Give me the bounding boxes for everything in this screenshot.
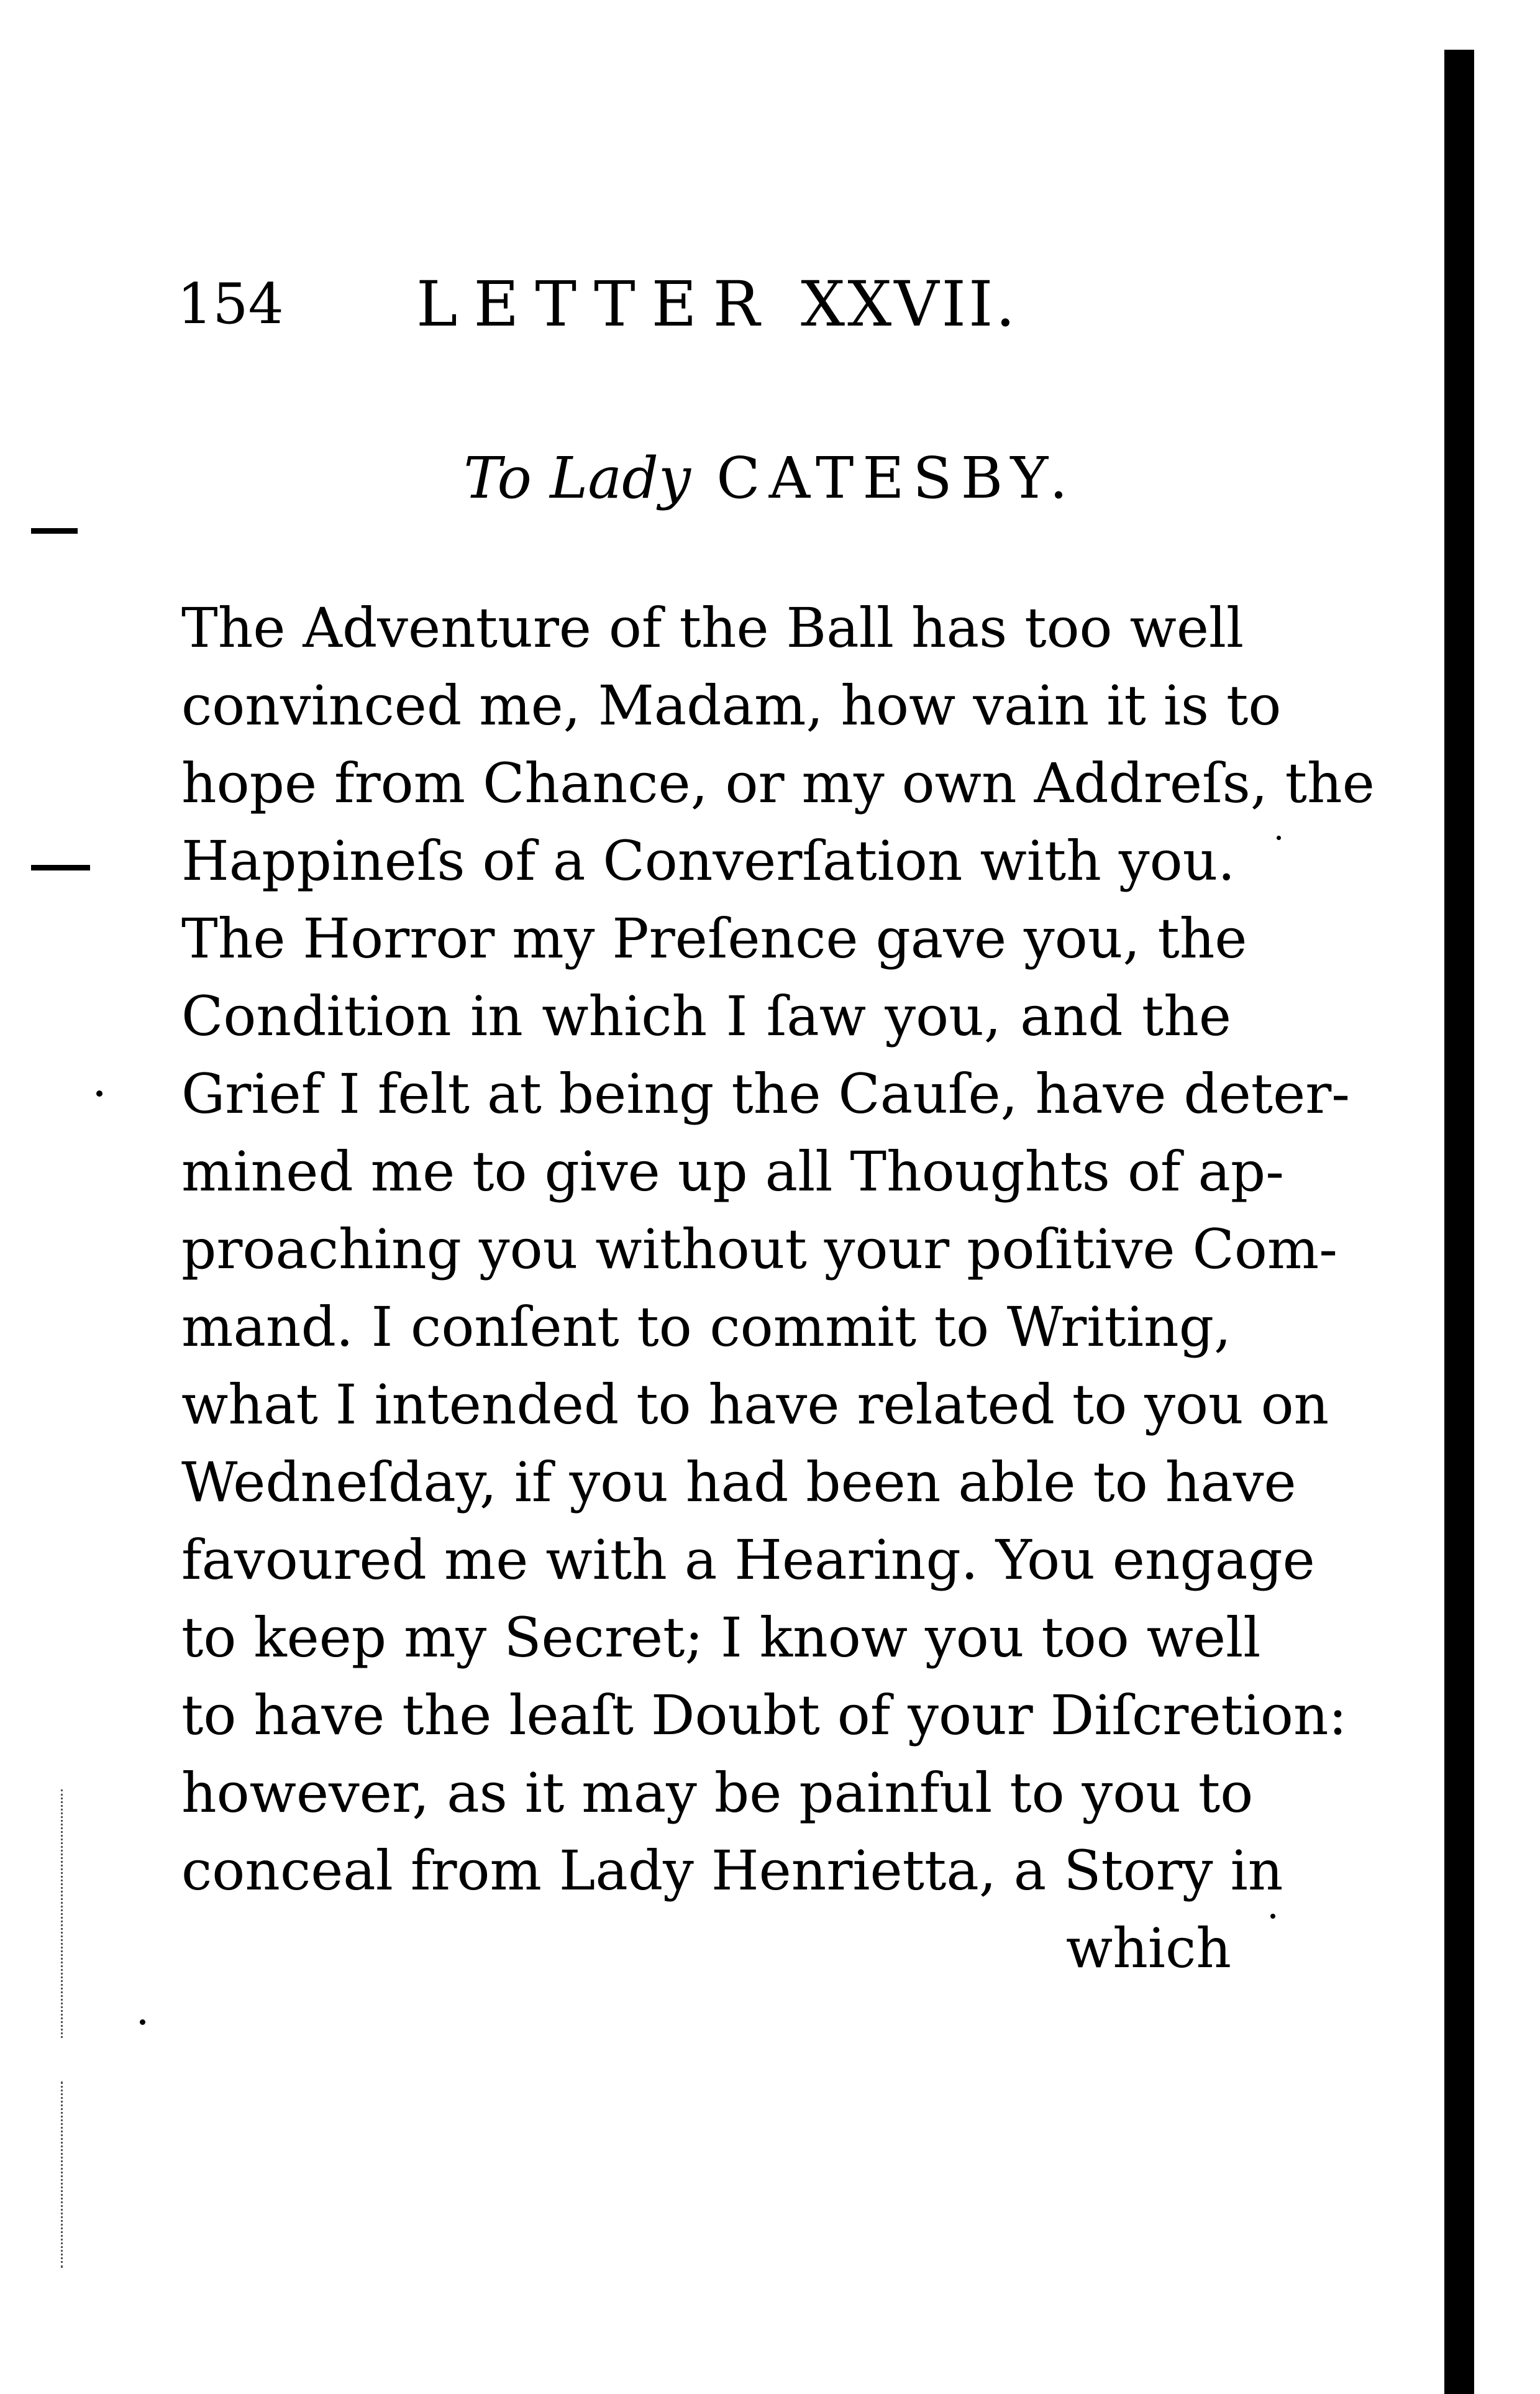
- text-line: favoured me with a Hearing. You engage: [181, 1528, 1315, 1592]
- ink-speck: [96, 1090, 103, 1097]
- text-line: Condition in which I ſaw you, and the: [181, 984, 1231, 1048]
- text-line: conceal from Lady Henrietta, a Story in: [181, 1839, 1283, 1903]
- catchword: which: [1065, 1916, 1231, 1980]
- margin-mark: [31, 528, 78, 534]
- text-line: mand. I conſent to commit to Writing,: [181, 1295, 1231, 1359]
- text-line: Wedneſday, if you had been able to have: [181, 1450, 1296, 1514]
- ink-speck: [1277, 836, 1281, 840]
- salutation-prefix: To Lady: [463, 445, 691, 511]
- text-line: proaching you without your poſitive Com-: [181, 1217, 1337, 1281]
- text-line: mined me to give up all Thoughts of ap-: [181, 1140, 1284, 1204]
- text-line: to have the leaſt Doubt of your Diſcretion:: [181, 1683, 1347, 1747]
- page-edge-shadow: [1444, 50, 1474, 2394]
- ink-speck: [140, 2019, 145, 2025]
- margin-dots: [61, 2081, 65, 2268]
- ink-speck: [1270, 1914, 1275, 1919]
- text-line: The Adventure of the Ball has too well: [181, 596, 1244, 660]
- text-line: what I intended to have related to you on: [181, 1373, 1329, 1437]
- letter-number: XXVII.: [800, 268, 1018, 340]
- letter-salutation: [0, 435, 1540, 522]
- page-header: [0, 261, 1540, 348]
- text-line: hope from Chance, or my own Addreſs, the: [181, 751, 1375, 815]
- margin-mark: [31, 865, 90, 870]
- text-line: to keep my Secret; I know you too well: [181, 1606, 1261, 1670]
- margin-dots: [61, 1789, 65, 2038]
- text-line: Happineſs of a Converſation with you.: [181, 829, 1236, 893]
- text-line: however, as it may be painful to you to: [181, 1761, 1254, 1825]
- text-line: The Horror my Preſence gave you, the: [181, 907, 1247, 971]
- running-head: [416, 261, 1018, 348]
- text-line: Grief I felt at being the Cauſe, have deter-: [181, 1062, 1351, 1126]
- running-head-title: LETTER: [416, 268, 776, 340]
- text-line: convinced me, Madam, how vain it is to: [181, 674, 1282, 738]
- page-number: 154: [177, 272, 284, 337]
- letter-body: [181, 589, 1375, 1987]
- salutation-name: CATESBY.: [716, 445, 1077, 511]
